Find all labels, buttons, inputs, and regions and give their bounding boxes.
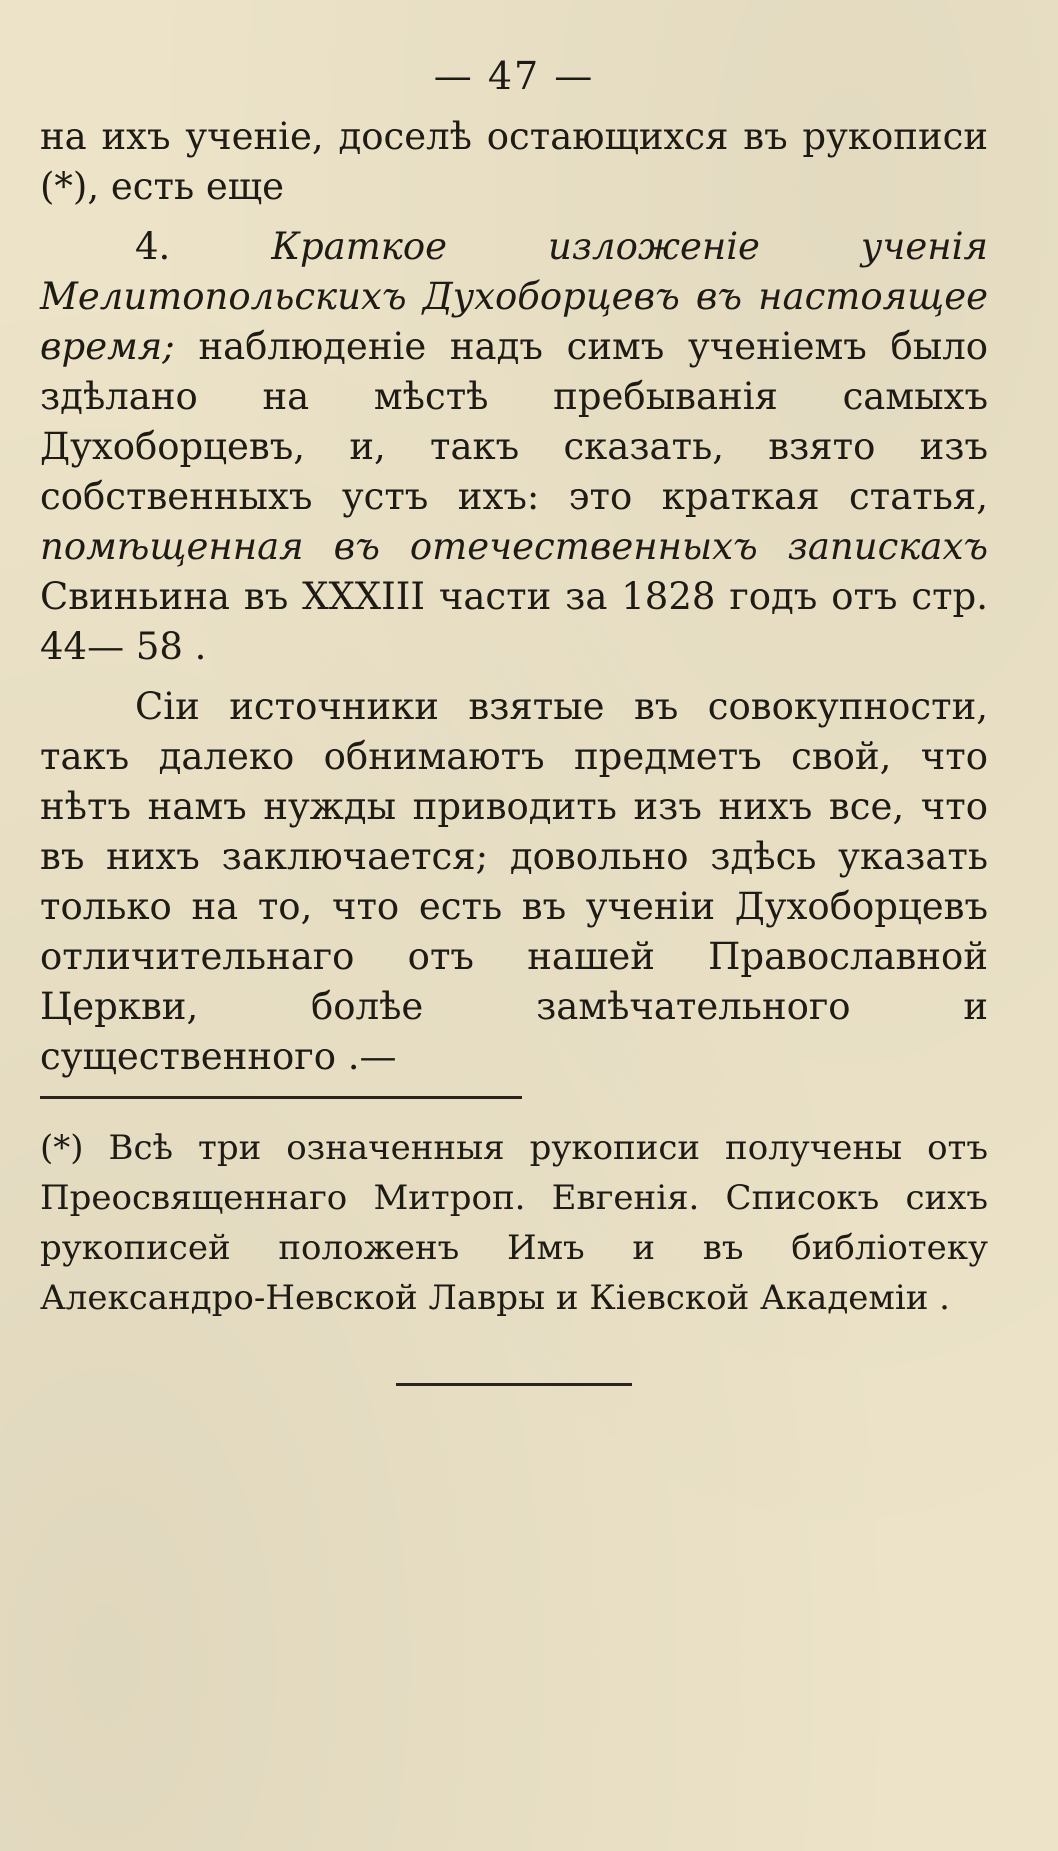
footnote-separator <box>40 1096 522 1099</box>
item-4-italic-2: помѣщенная въ отечественныхъ запискахъ <box>40 525 988 568</box>
footnote: (*) Всѣ три означенныя рукописи получены отъ Преосвященнаго Митроп. Евгенія. Списокъ сихъ рукописей положенъ Имъ и въ библіотеку Александро-Невской Лавры и Кіевской Академіи . <box>40 1128 988 1318</box>
continuation-paragraph: на ихъ ученіе, доселѣ остающихся въ рукописи (*), есть еще <box>40 115 988 208</box>
sources-paragraph: Сіи источники взятые въ совокупности, такъ далеко обнимаютъ предметъ свой, что нѣтъ намъ нужды приводить изъ нихъ все, что въ нихъ заключается; довольно здѣсь указать только на то, что есть въ ученіи Духоборцевъ отличительнаго отъ нашей Православной Церкви, болѣе замѣчательного и существенного .— <box>40 685 988 1078</box>
page-number: — 47 — <box>433 54 595 98</box>
end-rule <box>396 1383 632 1386</box>
item-4-text-2: Свиньина въ XXXIII части за 1828 годъ отъ стр. 44— 58 . <box>40 575 988 668</box>
item-4-number: 4. <box>135 225 171 268</box>
item-4-title: Краткое изложеніе ученія Мелитопольскихъ Духоборцевъ въ настоящее время; <box>40 225 989 368</box>
item-4-paragraph <box>40 222 988 672</box>
main-text <box>40 112 988 1082</box>
item-4-text-1: наблюденіе надъ симъ ученіемъ было здѣлано на мѣстѣ пребыванія самыхъ Духоборцевъ, и, такъ сказать, взято изъ собственныхъ устъ ихъ: это краткая статья, <box>40 325 988 518</box>
